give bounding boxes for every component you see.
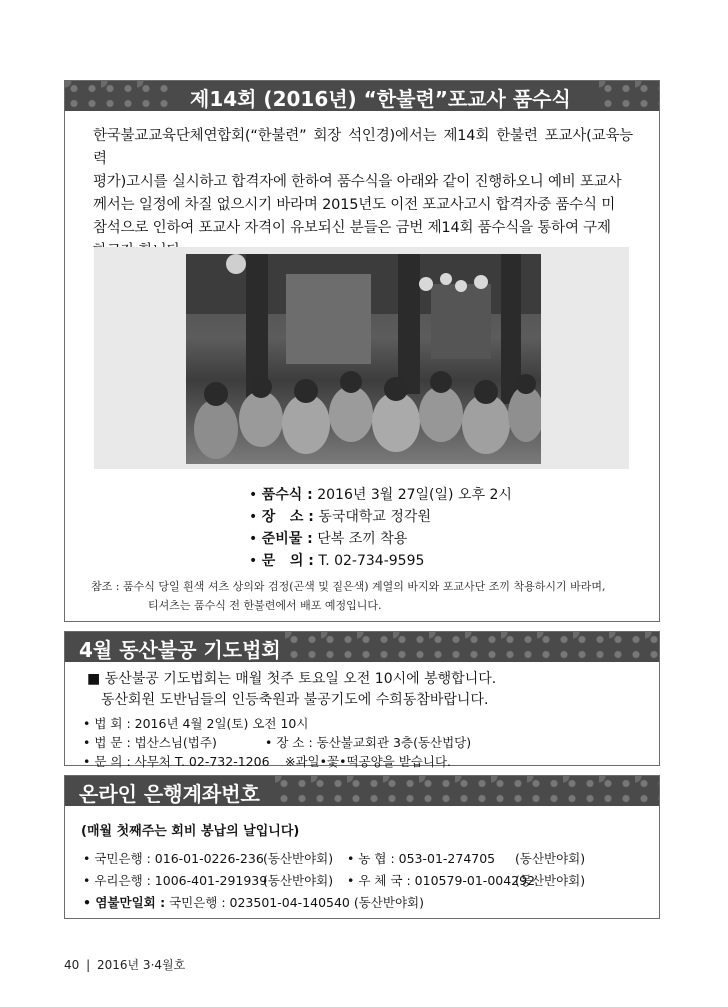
intro-line: 께서는 일정에 차질 없으시기 바라며 2015년도 이전 포교사고시 합격자중 품수식 미: [93, 197, 616, 213]
banner-pattern: [285, 632, 659, 662]
section-banner: [65, 632, 659, 662]
section-prayer-service: [64, 631, 660, 769]
bank-account: • 우 체 국 : 010579-01-004292: [347, 873, 536, 888]
detail-value: 동국대학교 정각원: [318, 509, 431, 525]
yeombul-value: 국민은행 : 023501-04-140540 (동산반야회): [169, 895, 424, 910]
intro-line: 참석으로 인하여 포교사 자격이 유보되신 분들은 금번 제14회 품수식을 통하여 구제: [93, 220, 611, 236]
detail-label: 준비물 :: [261, 531, 313, 547]
lead-line: 동산회원 도반님들의 인등축원과 불공기도에 수희동참바랍니다.: [101, 692, 489, 708]
yeombul-label: • 염불만일회 :: [83, 895, 166, 910]
detail-label: 장 소 :: [261, 509, 314, 525]
page-footer: [64, 956, 185, 973]
section-title: 4월 동산불공 기도법회: [79, 638, 281, 662]
service-offering-note: ※과일•꽃•떡공양을 받습니다.: [285, 754, 451, 769]
detail-contact: • 문 의 : T. 02-734-9595: [249, 553, 425, 569]
service-lead: [87, 669, 496, 711]
note-line: 티셔츠는 품수식 전 한불련에서 배포 예정입니다.: [148, 599, 382, 612]
dues-subtitle: (매월 첫째주는 회비 봉납의 날입니다): [81, 824, 300, 839]
ceremony-photo: [186, 254, 541, 464]
detail-supplies: • 준비물 : 단복 조끼 착용: [249, 531, 408, 547]
account-holder: (동산반야회): [263, 851, 334, 866]
ceremony-photo-illustration: [186, 254, 541, 464]
banner-pattern: [599, 81, 659, 111]
service-date: • 법 회 : 2016년 4월 2일(토) 오전 10시: [83, 716, 309, 731]
detail-label: 문 의 :: [261, 553, 314, 569]
yeombul-account: [83, 893, 424, 911]
service-contact: • 문 의 : 사무처 T. 02-732-1206: [83, 754, 270, 769]
page-number: 40: [64, 958, 80, 972]
section-pomsusik: [64, 80, 660, 622]
detail-value: 단복 조끼 착용: [317, 531, 408, 547]
intro-paragraph: [93, 125, 633, 263]
intro-line: 한국불교교육단체연합회(“한불련” 회장 석인경)에서는 제14회 한불련 포교사(교육능력: [93, 128, 633, 167]
section-title: 제14회 (2016년) “한불련”포교사 품수식: [190, 87, 571, 111]
note-line: 참조 : 품수식 당일 흰색 셔츠 상의와 검정(곤색 및 짙은색) 계열의 바지와 포교사단 조끼 착용하시기 바라며,: [91, 580, 606, 593]
issue-label: 2016년 3·4월호: [96, 958, 186, 972]
section-banner: [65, 81, 659, 111]
detail-value: T. 02-734-9595: [318, 553, 425, 569]
section-title: 온라인 은행계좌번호: [79, 782, 260, 806]
footer-divider: |: [86, 958, 91, 972]
account-holder: (동산반야회): [515, 873, 586, 888]
detail-label: 품수식 :: [261, 487, 313, 503]
detail-ceremony: • 품수식 : 2016년 3월 27일(일) 오후 2시: [249, 487, 512, 503]
banner-pattern: [275, 776, 659, 806]
detail-place: • 장 소 : 동국대학교 정각원: [249, 509, 431, 525]
bank-account: • 우리은행 : 1006-401-291939: [83, 873, 268, 888]
account-holder: (동산반야회): [263, 873, 334, 888]
detail-value: 2016년 3월 27일(일) 오후 2시: [317, 487, 512, 503]
section-banner: [65, 776, 659, 806]
intro-line: 평가)고시를 실시하고 합격자에 한하여 품수식을 아래와 같이 진행하오니 예비 포교사: [93, 174, 622, 190]
bank-account: • 농 협 : 053-01-274705: [347, 851, 496, 866]
reference-note: [91, 577, 606, 615]
bank-account: • 국민은행 : 016-01-0226-236: [83, 851, 264, 866]
section-bank-accounts: [64, 775, 660, 919]
account-holder: (동산반야회): [515, 851, 586, 866]
banner-pattern: [65, 81, 170, 111]
lead-line: ■ 동산불공 기도법회는 매월 첫주 토요일 오전 10시에 봉행합니다.: [87, 671, 497, 687]
service-dharma-talk: • 법 문 : 법산스님(법주): [83, 735, 217, 750]
service-place: • 장 소 : 동산불교회관 3층(동산법당): [265, 735, 472, 750]
